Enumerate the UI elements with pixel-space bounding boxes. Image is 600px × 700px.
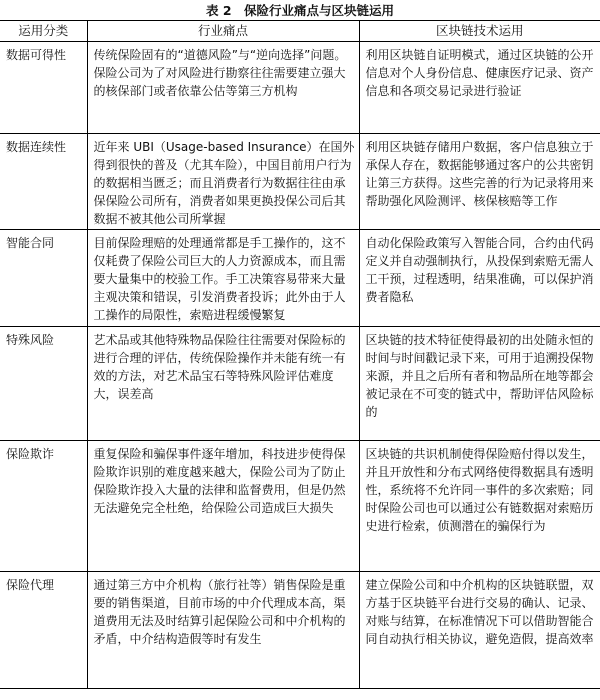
header-row [0,21,600,42]
blockchain-use-cell: 区块链的技术特征使得最初的出处随永恒的时间与时间戳记录下来，可用于追溯投保物来源，并且之后所有者和物品所在地等都会被记录在不可变的链式中，帮助评估风险标的 [359,327,600,441]
header-blockchain-use: 区块链技术运用 [359,21,600,42]
pain-point-cell: 目前保险理赔的处理通常都是手工操作的，这不仅耗费了保险公司巨大的人力资源成本，而且需要大量集中的校验工作。手工决策容易带来大量主观决策和错误，引发消费者投诉；此外由于人工操作的局限性，索赔进程缓慢繁复 [87,230,359,327]
table-row [0,42,600,134]
category-cell: 数据连续性 [0,134,87,230]
blockchain-use-cell: 区块链的共识机制使得保险赔付得以发生，并且开放性和分布式网络使得数据具有透明性，系统将不允许同一事件的多次索赔；同时保险公司也可以通过公有链数据对索赔历史进行检索，侦测潜在的骗保行为 [359,441,600,572]
table-caption: 表 2 保险行业痛点与区块链运用 [205,3,395,18]
table-row [0,441,600,572]
blockchain-use-cell: 建立保险公司和中介机构的区块链联盟，双方基于区块链平台进行交易的确认、记录、对账与结算，在标准情况下可以借助智能合同自动执行相关协议，避免造假，提高效率 [359,572,600,689]
blockchain-use-cell: 利用区块链存储用户数据，客户信息独立于承保人存在，数据能够通过客户的公共密钥让第三方获得。这些完善的行为记录将用来帮助强化风险测评、核保核赔等工作 [359,134,600,230]
table-row [0,230,600,327]
pain-point-cell: 重复保险和骗保事件逐年增加，科技进步使得保险欺诈识别的难度越来越大，保险公司为了防止保险欺诈投入大量的法律和监督费用，但是仍然无法避免完全杜绝，给保险公司造成巨大损失 [87,441,359,572]
header-pain-point: 行业痛点 [87,21,359,42]
header-category: 运用分类 [0,21,87,42]
pain-point-cell: 传统保险固有的“道德风险”与“逆向选择”问题。保险公司为了对风险进行勘察往往需要建立强大的核保部门或者依靠公估等第三方机构 [87,42,359,134]
pain-point-cell: 艺术品或其他特殊物品保险往往需要对保险标的进行合理的评估，传统保险操作并未能有统一有效的方法，对艺术品宝石等特殊风险评估难度大，误差高 [87,327,359,441]
category-cell: 保险代理 [0,572,87,689]
blockchain-use-cell: 自动化保险政策写入智能合同，合约由代码定义并自动强制执行，从投保到索赔无需人工干预，过程透明，结果准确，可以保护消费者隐私 [359,230,600,327]
table-row [0,134,600,230]
insurance-blockchain-table [0,20,600,689]
category-cell: 保险欺诈 [0,441,87,572]
category-cell: 数据可得性 [0,42,87,134]
pain-point-cell: 近年来 UBI（Usage-based Insurance）在国外得到很快的普及（尤其车险），中国目前用户行为的数据相当匮乏；而且消费者行为数据往往由承保保险公司所有，消费者如果更换投保公司后其数据不被其他公司所掌握 [87,134,359,230]
category-cell: 智能合同 [0,230,87,327]
pain-point-cell: 通过第三方中介机构（旅行社等）销售保险是重要的销售渠道，目前市场的中介代理成本高，渠道费用无法及时结算引起保险公司和中介机构的矛盾，中介结构造假等时有发生 [87,572,359,689]
table-row [0,572,600,689]
blockchain-use-cell: 利用区块链自证明模式，通过区块链的公开信息对个人身份信息、健康医疗记录、资产信息和各项交易记录进行验证 [359,42,600,134]
table-row [0,327,600,441]
category-cell: 特殊风险 [0,327,87,441]
